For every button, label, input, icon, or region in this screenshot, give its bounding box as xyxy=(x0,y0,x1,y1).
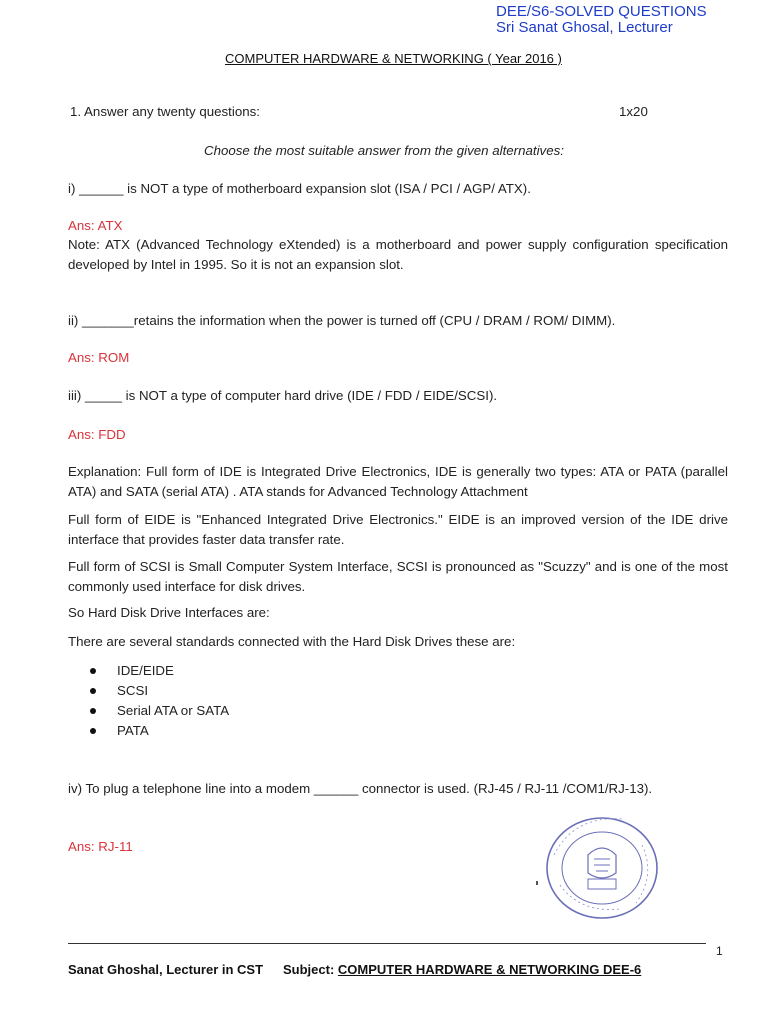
bullet-icon xyxy=(90,708,96,714)
question-i: i) ______ is NOT a type of motherboard expansion slot (ISA / PCI / AGP/ ATX). xyxy=(68,181,531,196)
bullet-icon xyxy=(90,668,96,674)
document-title: COMPUTER HARDWARE & NETWORKING ( Year 2016 ) xyxy=(225,51,562,66)
page-number: 1 xyxy=(716,944,723,958)
list-item: PATA xyxy=(68,721,229,741)
list-item: Serial ATA or SATA xyxy=(68,701,229,721)
question-heading: 1. Answer any twenty questions: xyxy=(70,104,260,119)
note-i: Note: ATX (Advanced Technology eXtended) is a motherboard and power supply configuration specification developed by Intel in 1995. So it is not an expansion slot. xyxy=(68,237,728,272)
footer-subject-label: Subject: xyxy=(283,962,335,977)
question-marks: 1x20 xyxy=(619,104,648,119)
bullet-icon xyxy=(90,688,96,694)
footer-divider xyxy=(68,943,706,944)
header-title: DEE/S6-SOLVED QUESTIONS xyxy=(496,3,707,20)
question-iv: iv) To plug a telephone line into a modem ______ connector is used. (RJ-45 / RJ-11 /COM1/RJ-13). xyxy=(68,781,653,796)
interfaces-heading: So Hard Disk Drive Interfaces are: xyxy=(68,605,270,620)
institution-seal-icon xyxy=(544,815,660,921)
standards-text: There are several standards connected with the Hard Disk Drives these are: xyxy=(68,634,516,649)
question-ii: ii) _______retains the information when the power is turned off (CPU / DRAM / ROM/ DIMM). xyxy=(68,313,616,328)
question-iii: iii) _____ is NOT a type of computer hard drive (IDE / FDD / EIDE/SCSI). xyxy=(68,388,498,403)
answer-i: Ans: ATX xyxy=(68,218,123,233)
explanation-iii: Explanation: Full form of IDE is Integrated Drive Electronics, IDE is generally two types: ATA or PATA (parallel ATA) and SATA (serial ATA) . ATA stands for Advanced Technology Attachment xyxy=(68,464,728,499)
list-item: IDE/EIDE xyxy=(68,661,229,681)
interfaces-list xyxy=(68,661,229,741)
scan-mark xyxy=(536,881,538,885)
answer-iv: Ans: RJ-11 xyxy=(68,839,133,854)
footer-author: Sanat Ghoshal, Lecturer in CST xyxy=(68,962,264,977)
instruction-text: Choose the most suitable answer from the given alternatives: xyxy=(204,143,564,158)
footer-subject-block xyxy=(283,962,641,977)
list-item: SCSI xyxy=(68,681,229,701)
bullet-icon xyxy=(90,728,96,734)
answer-iii: Ans: FDD xyxy=(68,427,126,442)
answer-ii: Ans: ROM xyxy=(68,350,130,365)
header-author: Sri Sanat Ghosal, Lecturer xyxy=(496,19,673,36)
footer-subject: COMPUTER HARDWARE & NETWORKING DEE-6 xyxy=(337,962,642,977)
eide-paragraph: Full form of EIDE is "Enhanced Integrated Drive Electronics." EIDE is an improved version of the IDE drive interface that provides faster data transfer rate. xyxy=(68,512,728,547)
scsi-paragraph: Full form of SCSI is Small Computer System Interface, SCSI is pronounced as "Scuzzy" and is one of the most commonly used interface for disk drives. xyxy=(68,559,728,594)
